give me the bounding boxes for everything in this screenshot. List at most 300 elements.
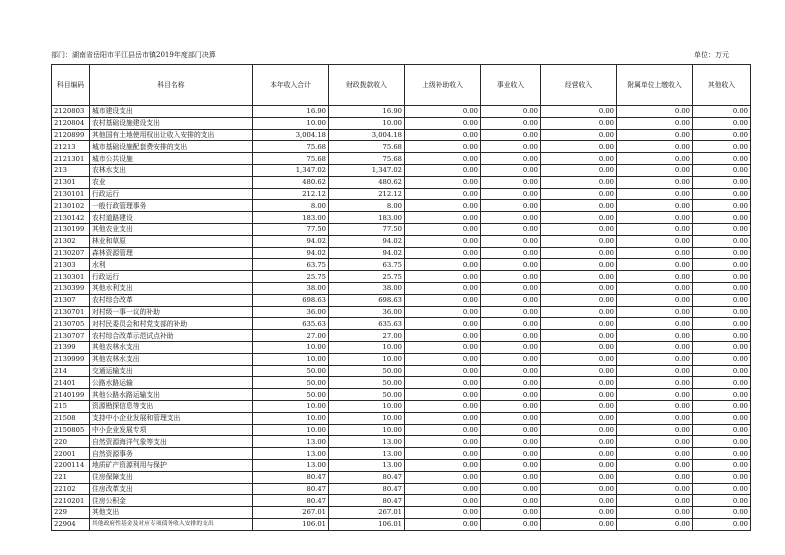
cell-other: 0.00 [693,412,751,424]
table-row [52,259,751,271]
cell-code: 22102 [52,483,90,495]
cell-total: 10.00 [253,341,329,353]
table-row [52,176,751,188]
cell-name: 对村级一事一议的补助 [90,306,253,318]
cell-operating: 0.00 [541,330,617,342]
cell-operating: 0.00 [541,318,617,330]
cell-other: 0.00 [693,106,751,118]
cell-affiliated: 0.00 [617,353,693,365]
cell-other: 0.00 [693,223,751,235]
cell-upper: 0.00 [405,377,481,389]
cell-fiscal: 13.00 [329,459,405,471]
cell-affiliated: 0.00 [617,424,693,436]
cell-total: 698.63 [253,294,329,306]
cell-fiscal: 63.75 [329,259,405,271]
cell-affiliated: 0.00 [617,436,693,448]
cell-name: 资源勘探信息等支出 [90,400,253,412]
cell-affiliated: 0.00 [617,176,693,188]
cell-code: 214 [52,365,90,377]
cell-total: 13.00 [253,448,329,460]
cell-other: 0.00 [693,259,751,271]
cell-code: 21399 [52,341,90,353]
cell-operating: 0.00 [541,424,617,436]
cell-business: 0.00 [481,377,541,389]
cell-operating: 0.00 [541,412,617,424]
cell-code: 21302 [52,235,90,247]
cell-upper: 0.00 [405,164,481,176]
cell-operating: 0.00 [541,176,617,188]
cell-total: 94.02 [253,247,329,259]
cell-business: 0.00 [481,353,541,365]
cell-operating: 0.00 [541,518,617,530]
cell-name: 一般行政管理事务 [90,200,253,212]
cell-total: 480.62 [253,176,329,188]
cell-name: 农村综合改革 [90,294,253,306]
cell-fiscal: 27.00 [329,330,405,342]
table-row [52,294,751,306]
cell-business: 0.00 [481,412,541,424]
cell-business: 0.00 [481,106,541,118]
cell-code: 215 [52,400,90,412]
table-row [52,507,751,519]
cell-name: 农林水支出 [90,164,253,176]
cell-name: 其他农业支出 [90,223,253,235]
cell-business: 0.00 [481,306,541,318]
table-row [52,448,751,460]
cell-affiliated: 0.00 [617,153,693,165]
cell-name: 林业和草原 [90,235,253,247]
cell-affiliated: 0.00 [617,247,693,259]
cell-operating: 0.00 [541,271,617,283]
cell-upper: 0.00 [405,223,481,235]
cell-total: 212.12 [253,188,329,200]
cell-fiscal: 50.00 [329,377,405,389]
cell-other: 0.00 [693,365,751,377]
cell-business: 0.00 [481,223,541,235]
cell-fiscal: 212.12 [329,188,405,200]
table-row [52,318,751,330]
cell-total: 80.47 [253,471,329,483]
cell-other: 0.00 [693,176,751,188]
cell-affiliated: 0.00 [617,483,693,495]
cell-code: 2130301 [52,271,90,283]
table-row [52,141,751,153]
col-header-total: 本年收入合计 [253,65,329,106]
cell-operating: 0.00 [541,365,617,377]
cell-operating: 0.00 [541,235,617,247]
cell-total: 635.63 [253,318,329,330]
cell-operating: 0.00 [541,377,617,389]
cell-other: 0.00 [693,247,751,259]
cell-fiscal: 94.02 [329,247,405,259]
cell-business: 0.00 [481,507,541,519]
cell-business: 0.00 [481,518,541,530]
cell-other: 0.00 [693,436,751,448]
cell-name: 住房保障支出 [90,471,253,483]
cell-name: 城市基础设施配套费安排的支出 [90,141,253,153]
cell-business: 0.00 [481,318,541,330]
cell-other: 0.00 [693,164,751,176]
cell-affiliated: 0.00 [617,306,693,318]
table-row [52,247,751,259]
cell-upper: 0.00 [405,424,481,436]
cell-code: 21307 [52,294,90,306]
cell-operating: 0.00 [541,153,617,165]
cell-total: 27.00 [253,330,329,342]
cell-business: 0.00 [481,141,541,153]
cell-operating: 0.00 [541,306,617,318]
cell-business: 0.00 [481,271,541,283]
cell-total: 13.00 [253,459,329,471]
cell-code: 21303 [52,259,90,271]
cell-fiscal: 16.90 [329,106,405,118]
cell-name: 其他公路水路运输支出 [90,389,253,401]
cell-upper: 0.00 [405,507,481,519]
cell-name: 其他水利支出 [90,282,253,294]
cell-fiscal: 8.00 [329,200,405,212]
cell-fiscal: 10.00 [329,353,405,365]
cell-code: 2140199 [52,389,90,401]
cell-fiscal: 10.00 [329,117,405,129]
cell-code: 2130142 [52,212,90,224]
cell-total: 183.00 [253,212,329,224]
cell-code: 213 [52,164,90,176]
cell-operating: 0.00 [541,436,617,448]
cell-total: 38.00 [253,282,329,294]
income-table [51,64,751,531]
cell-fiscal: 10.00 [329,424,405,436]
cell-affiliated: 0.00 [617,518,693,530]
cell-other: 0.00 [693,200,751,212]
cell-operating: 0.00 [541,483,617,495]
cell-name: 行政运行 [90,188,253,200]
cell-code: 221 [52,471,90,483]
cell-name: 自然资源事务 [90,448,253,460]
table-row [52,412,751,424]
cell-business: 0.00 [481,341,541,353]
cell-fiscal: 1,347.02 [329,164,405,176]
cell-fiscal: 480.62 [329,176,405,188]
cell-operating: 0.00 [541,200,617,212]
cell-upper: 0.00 [405,176,481,188]
table-row [52,459,751,471]
cell-upper: 0.00 [405,518,481,530]
col-header-fiscal: 财政拨款收入 [329,65,405,106]
cell-upper: 0.00 [405,117,481,129]
cell-other: 0.00 [693,341,751,353]
cell-other: 0.00 [693,294,751,306]
cell-code: 22001 [52,448,90,460]
cell-affiliated: 0.00 [617,223,693,235]
cell-upper: 0.00 [405,330,481,342]
col-header-business: 事业收入 [481,65,541,106]
cell-upper: 0.00 [405,200,481,212]
cell-fiscal: 77.50 [329,223,405,235]
cell-business: 0.00 [481,389,541,401]
table-row [52,200,751,212]
cell-operating: 0.00 [541,223,617,235]
cell-business: 0.00 [481,294,541,306]
cell-affiliated: 0.00 [617,507,693,519]
cell-code: 2130399 [52,282,90,294]
cell-other: 0.00 [693,129,751,141]
cell-affiliated: 0.00 [617,259,693,271]
cell-other: 0.00 [693,507,751,519]
cell-total: 50.00 [253,389,329,401]
cell-total: 25.75 [253,271,329,283]
cell-affiliated: 0.00 [617,106,693,118]
cell-name: 城市公共设施 [90,153,253,165]
cell-other: 0.00 [693,518,751,530]
cell-name: 农村基础设施建设支出 [90,117,253,129]
cell-upper: 0.00 [405,212,481,224]
table-row [52,164,751,176]
cell-affiliated: 0.00 [617,235,693,247]
table-row [52,495,751,507]
col-header-upper: 上级补助收入 [405,65,481,106]
cell-business: 0.00 [481,459,541,471]
cell-upper: 0.00 [405,318,481,330]
cell-upper: 0.00 [405,306,481,318]
table-row [52,271,751,283]
cell-total: 8.00 [253,200,329,212]
cell-operating: 0.00 [541,259,617,271]
cell-fiscal: 13.00 [329,448,405,460]
cell-name: 住房公积金 [90,495,253,507]
cell-name: 其他支出 [90,507,253,519]
cell-business: 0.00 [481,330,541,342]
cell-other: 0.00 [693,400,751,412]
cell-total: 1,347.02 [253,164,329,176]
cell-code: 229 [52,507,90,519]
cell-affiliated: 0.00 [617,389,693,401]
cell-total: 80.47 [253,495,329,507]
table-row [52,282,751,294]
table-body [52,106,751,531]
cell-upper: 0.00 [405,365,481,377]
table-row [52,117,751,129]
col-header-affiliated: 附属单位上缴收入 [617,65,693,106]
cell-total: 10.00 [253,412,329,424]
cell-business: 0.00 [481,400,541,412]
cell-code: 21301 [52,176,90,188]
cell-business: 0.00 [481,448,541,460]
cell-fiscal: 75.68 [329,153,405,165]
cell-code: 2130102 [52,200,90,212]
cell-other: 0.00 [693,235,751,247]
cell-other: 0.00 [693,271,751,283]
cell-name: 农村综合改革示范试点补助 [90,330,253,342]
cell-operating: 0.00 [541,400,617,412]
cell-business: 0.00 [481,200,541,212]
cell-operating: 0.00 [541,341,617,353]
cell-other: 0.00 [693,318,751,330]
cell-business: 0.00 [481,424,541,436]
cell-name: 森林资源管理 [90,247,253,259]
table-row [52,341,751,353]
cell-affiliated: 0.00 [617,212,693,224]
cell-operating: 0.00 [541,448,617,460]
cell-operating: 0.00 [541,389,617,401]
cell-operating: 0.00 [541,129,617,141]
cell-name: 城市建设支出 [90,106,253,118]
cell-operating: 0.00 [541,247,617,259]
cell-other: 0.00 [693,389,751,401]
cell-upper: 0.00 [405,412,481,424]
cell-code: 2120899 [52,129,90,141]
cell-total: 267.01 [253,507,329,519]
cell-business: 0.00 [481,153,541,165]
cell-name: 地质矿产资源利用与保护 [90,459,253,471]
cell-other: 0.00 [693,153,751,165]
cell-business: 0.00 [481,212,541,224]
cell-total: 106.01 [253,518,329,530]
cell-fiscal: 635.63 [329,318,405,330]
cell-upper: 0.00 [405,282,481,294]
cell-other: 0.00 [693,471,751,483]
cell-affiliated: 0.00 [617,117,693,129]
cell-other: 0.00 [693,495,751,507]
cell-code: 21401 [52,377,90,389]
cell-affiliated: 0.00 [617,365,693,377]
cell-affiliated: 0.00 [617,377,693,389]
cell-business: 0.00 [481,129,541,141]
cell-total: 10.00 [253,353,329,365]
table-row [52,483,751,495]
cell-total: 50.00 [253,365,329,377]
cell-total: 50.00 [253,377,329,389]
cell-code: 2120804 [52,117,90,129]
cell-other: 0.00 [693,353,751,365]
cell-operating: 0.00 [541,495,617,507]
cell-code: 2120803 [52,106,90,118]
cell-name: 交通运输支出 [90,365,253,377]
department-label: 部门：湖南省岳阳市平江县岳市镇2019年度部门决算 [51,51,216,59]
cell-business: 0.00 [481,259,541,271]
cell-operating: 0.00 [541,353,617,365]
cell-code: 2121301 [52,153,90,165]
cell-total: 16.90 [253,106,329,118]
cell-upper: 0.00 [405,271,481,283]
cell-business: 0.00 [481,117,541,129]
cell-other: 0.00 [693,424,751,436]
cell-affiliated: 0.00 [617,400,693,412]
cell-business: 0.00 [481,247,541,259]
cell-other: 0.00 [693,117,751,129]
cell-name: 自然资源海洋气象等支出 [90,436,253,448]
cell-operating: 0.00 [541,282,617,294]
cell-code: 2130199 [52,223,90,235]
cell-code: 2150805 [52,424,90,436]
cell-operating: 0.00 [541,471,617,483]
cell-fiscal: 75.68 [329,141,405,153]
cell-code: 2139999 [52,353,90,365]
cell-fiscal: 13.00 [329,436,405,448]
table-row [52,129,751,141]
cell-operating: 0.00 [541,507,617,519]
cell-code: 2130101 [52,188,90,200]
cell-fiscal: 183.00 [329,212,405,224]
table-row [52,518,751,530]
cell-total: 77.50 [253,223,329,235]
cell-fiscal: 38.00 [329,282,405,294]
cell-name: 其他农林水支出 [90,341,253,353]
table-row [52,153,751,165]
cell-fiscal: 106.01 [329,518,405,530]
cell-fiscal: 25.75 [329,271,405,283]
cell-business: 0.00 [481,436,541,448]
cell-fiscal: 36.00 [329,306,405,318]
cell-name: 行政运行 [90,271,253,283]
cell-name: 农村道路建设 [90,212,253,224]
table-row [52,424,751,436]
cell-affiliated: 0.00 [617,459,693,471]
cell-total: 13.00 [253,436,329,448]
cell-fiscal: 50.00 [329,389,405,401]
cell-code: 2210201 [52,495,90,507]
cell-name: 中小企业发展专项 [90,424,253,436]
cell-business: 0.00 [481,483,541,495]
cell-name: 其他农林水支出 [90,353,253,365]
cell-code: 21508 [52,412,90,424]
cell-fiscal: 80.47 [329,471,405,483]
cell-other: 0.00 [693,188,751,200]
cell-operating: 0.00 [541,164,617,176]
cell-operating: 0.00 [541,106,617,118]
cell-operating: 0.00 [541,188,617,200]
table-row [52,330,751,342]
cell-affiliated: 0.00 [617,341,693,353]
cell-upper: 0.00 [405,353,481,365]
table-row [52,235,751,247]
cell-name: 其他国有土地使用权出让收入安排的支出 [90,129,253,141]
cell-code: 2130707 [52,330,90,342]
table-header-row [52,65,751,106]
table-row [52,365,751,377]
cell-upper: 0.00 [405,129,481,141]
cell-other: 0.00 [693,282,751,294]
cell-name: 住房改革支出 [90,483,253,495]
cell-total: 75.68 [253,141,329,153]
cell-operating: 0.00 [541,117,617,129]
cell-business: 0.00 [481,188,541,200]
cell-other: 0.00 [693,306,751,318]
cell-name: 公路水路运输 [90,377,253,389]
cell-upper: 0.00 [405,294,481,306]
table-row [52,471,751,483]
cell-total: 10.00 [253,117,329,129]
cell-affiliated: 0.00 [617,200,693,212]
cell-other: 0.00 [693,330,751,342]
cell-affiliated: 0.00 [617,330,693,342]
table-row [52,212,751,224]
cell-business: 0.00 [481,282,541,294]
cell-operating: 0.00 [541,459,617,471]
cell-business: 0.00 [481,164,541,176]
cell-affiliated: 0.00 [617,495,693,507]
cell-upper: 0.00 [405,188,481,200]
cell-upper: 0.00 [405,106,481,118]
cell-affiliated: 0.00 [617,282,693,294]
table-row [52,353,751,365]
cell-upper: 0.00 [405,471,481,483]
table-row [52,223,751,235]
col-header-operating: 经营收入 [541,65,617,106]
cell-other: 0.00 [693,483,751,495]
cell-affiliated: 0.00 [617,188,693,200]
cell-upper: 0.00 [405,235,481,247]
table-row [52,377,751,389]
